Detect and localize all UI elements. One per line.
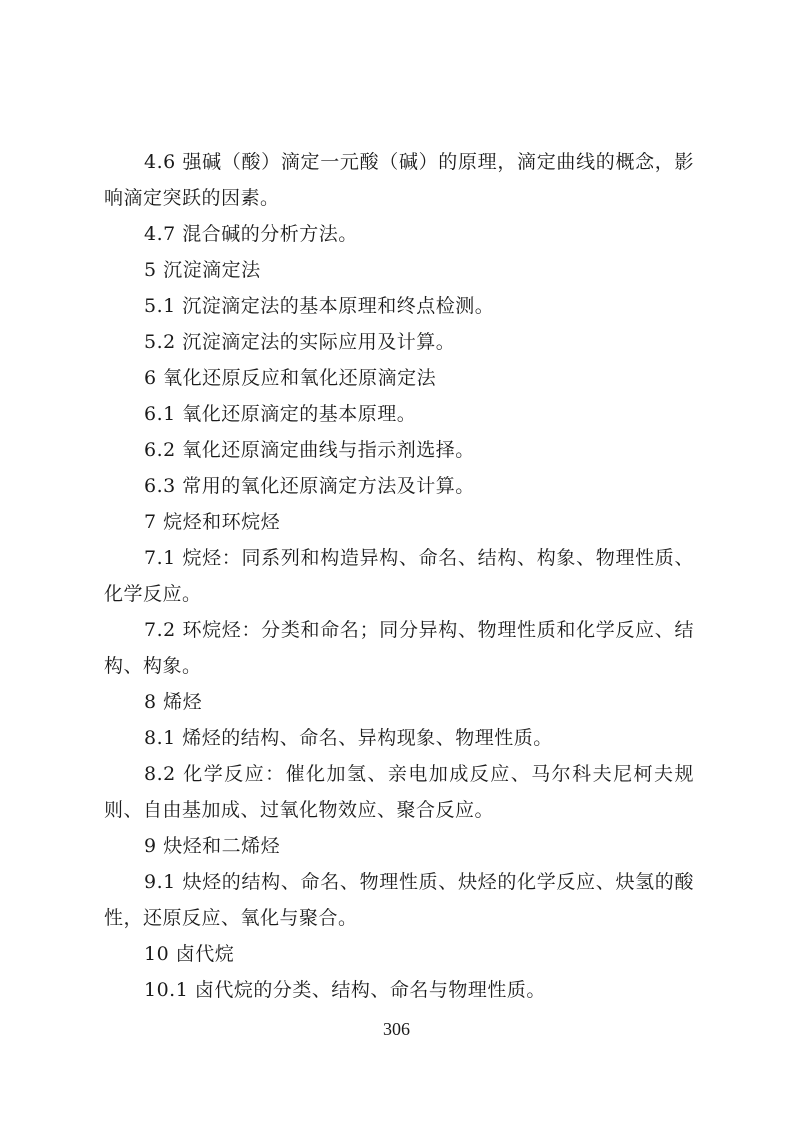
paragraph-8-1: 8.1 烯烃的结构、命名、异构现象、物理性质。 [144, 727, 553, 749]
paragraph-4-6: 4.6 强碱（酸）滴定一元酸（碱）的原理，滴定曲线的概念，影响滴定突跃的因素。 [104, 151, 694, 209]
paragraph-6-1: 6.1 氧化还原滴定的基本原理。 [144, 403, 417, 425]
paragraph-10-1: 10.1 卤代烷的分类、结构、命名与物理性质。 [144, 979, 546, 1001]
section-heading-5: 5 沉淀滴定法 [144, 259, 261, 281]
paragraph-5-2: 5.2 沉淀滴定法的实际应用及计算。 [144, 331, 456, 353]
paragraph-7-2: 7.2 环烷烃：分类和命名；同分异构、物理性质和化学反应、结构、构象。 [104, 619, 694, 677]
section-heading-6: 6 氧化还原反应和氧化还原滴定法 [144, 367, 437, 389]
section-heading-9: 9 炔烃和二烯烃 [144, 835, 281, 857]
paragraph-7-1: 7.1 烷烃：同系列和构造异构、命名、结构、构象、物理性质、化学反应。 [104, 547, 694, 605]
paragraph-4-7: 4.7 混合碱的分析方法。 [144, 223, 358, 245]
paragraph-6-3: 6.3 常用的氧化还原滴定方法及计算。 [144, 475, 475, 497]
page-number: 306 [383, 1019, 410, 1039]
section-heading-10: 10 卤代烷 [144, 943, 235, 965]
paragraph-9-1: 9.1 炔烃的结构、命名、物理性质、炔烃的化学反应、炔氢的酸性，还原反应、氧化与聚合。 [104, 871, 694, 929]
paragraph-6-2: 6.2 氧化还原滴定曲线与指示剂选择。 [144, 439, 475, 461]
paragraph-8-2: 8.2 化学反应：催化加氢、亲电加成反应、马尔科夫尼柯夫规则、自由基加成、过氧化物效应、聚合反应。 [104, 763, 694, 821]
paragraph-5-1: 5.1 沉淀滴定法的基本原理和终点检测。 [144, 295, 495, 317]
section-heading-8: 8 烯烃 [144, 691, 203, 713]
body-text [104, 144, 694, 1008]
section-heading-7: 7 烷烃和环烷烃 [144, 511, 281, 533]
